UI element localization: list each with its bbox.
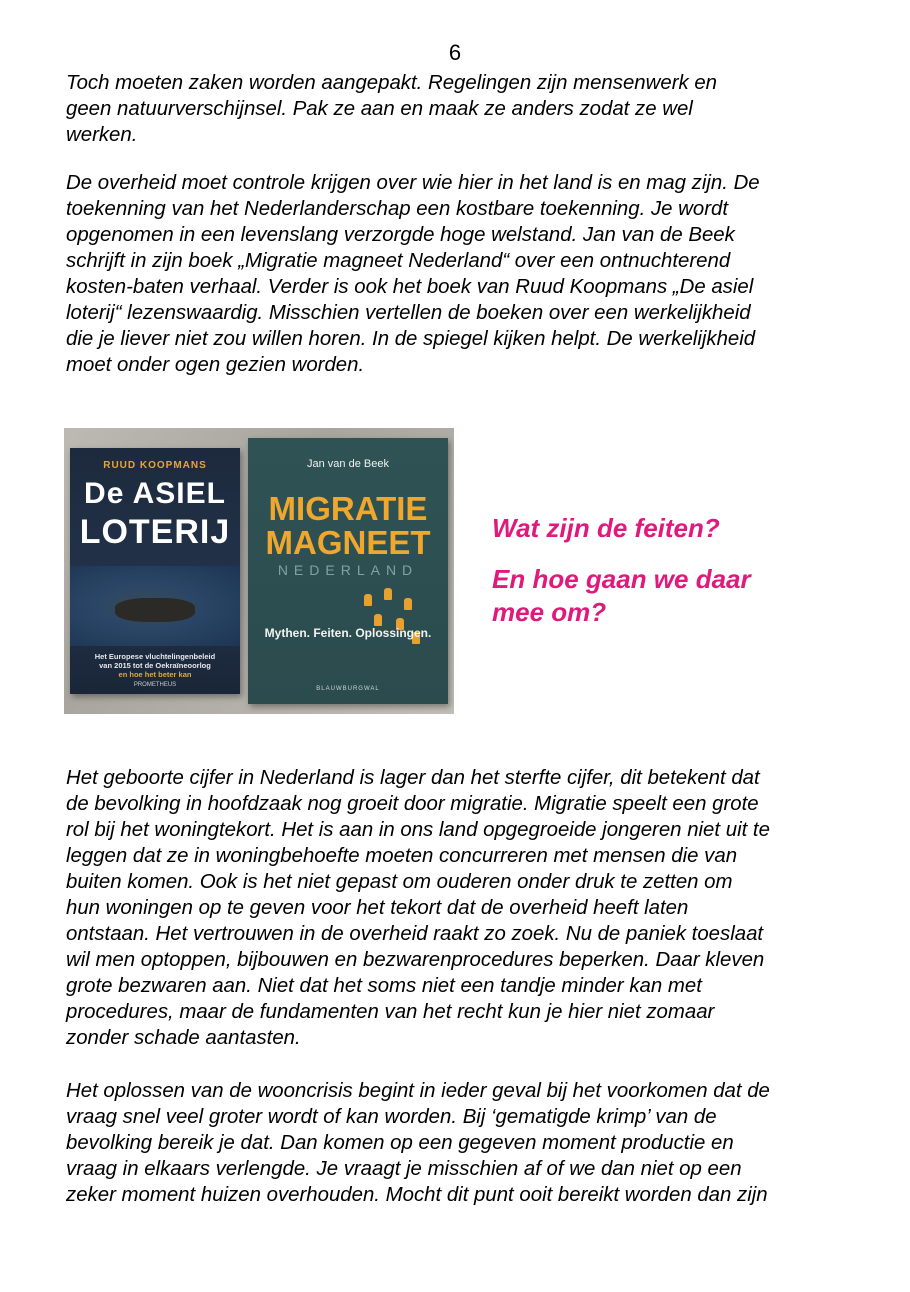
book-publisher: PROMETHEUS xyxy=(133,682,177,688)
text-line: Het oplossen van de wooncrisis begint in ieder geval bij het voorkomen dat de xyxy=(66,1080,770,1102)
text-line: leggen dat ze in woningbehoefte moeten concurreren met mensen die van xyxy=(66,845,738,867)
callout-line: En hoe gaan we daar xyxy=(492,564,751,594)
book-title: MIGRATIE xyxy=(268,490,428,527)
text-line: die je liever niet zou willen horen. In de spiegel kijken helpt. De werkelijkheid xyxy=(66,328,756,350)
callout-line: mee om? xyxy=(492,597,607,627)
text-line: ontstaan. Het vertrouwen in de overheid raakt zo zoek. Nu de paniek toeslaat xyxy=(66,923,764,945)
text-line: geen natuurverschijnsel. Pak ze aan en maak ze anders zodat ze wel xyxy=(66,98,693,120)
book-subtitle xyxy=(74,652,236,679)
book-subtitle: Mythen. Feiten. Oplossingen. xyxy=(264,626,432,640)
paragraph-2 xyxy=(66,170,866,378)
subtitle-line: en hoe het beter kan xyxy=(118,670,192,679)
text-line: buiten komen. Ook is het niet gepast om ouderen onder druk te zetten om xyxy=(66,871,733,893)
text-line: zeker moment huizen overhouden. Mocht dit punt ooit bereikt worden dan zijn xyxy=(66,1184,768,1206)
book-cover-asiel-loterij xyxy=(70,448,240,694)
subtitle-line: Het Europese vluchtelingenbeleid xyxy=(94,652,216,661)
book-author: RUUD KOOPMANS xyxy=(103,460,207,471)
page-number: 6 xyxy=(448,40,462,65)
paragraph-1 xyxy=(66,70,866,148)
book-title: NEDERLAND xyxy=(277,562,419,578)
paragraph-4 xyxy=(66,1078,866,1208)
text-line: toekenning van het Nederlanderschap een kostbare toekenning. Je wordt xyxy=(66,198,729,220)
book-title: LOTERIJ xyxy=(79,513,231,551)
text-line: Het geboorte cijfer in Nederland is lager dan het sterfte cijfer, dit betekent dat xyxy=(66,767,760,789)
book-title: MAGNEET xyxy=(265,524,431,561)
book-cover-migratie-magneet xyxy=(248,438,448,704)
text-line: grote bezwaren aan. Niet dat het soms niet een tandje minder kan met xyxy=(66,975,702,997)
text-line: vraag in elkaars verlengde. Je vraagt je misschien af of we dan niet op een xyxy=(66,1158,742,1180)
callout-question-2 xyxy=(492,563,872,629)
text-line: moet onder ogen gezien worden. xyxy=(66,354,365,376)
text-line: kosten-baten verhaal. Verder is ook het boek van Ruud Koopmans „De asiel xyxy=(66,276,754,298)
book-author: Jan van de Beek xyxy=(307,458,389,470)
text-line: werken. xyxy=(66,124,138,146)
books-photo xyxy=(64,428,454,714)
text-line: wil men optoppen, bijbouwen en bezwarenprocedures beperken. Daar kleven xyxy=(66,949,765,971)
text-line: vraag snel veel groter wordt of kan worden. Bij ‘gematigde krimp’ van de xyxy=(66,1106,717,1128)
subtitle-line: van 2015 tot de Oekraïneoorlog xyxy=(99,661,211,670)
text-line: bevolking bereik je dat. Dan komen op een gegeven moment productie en xyxy=(66,1132,734,1154)
book-title: De ASIEL xyxy=(84,477,226,510)
book-publisher: BLAUWBURGWAL xyxy=(316,686,380,692)
text-line: de bevolking in hoofdzaak nog groeit door migratie. Migratie speelt een grote xyxy=(66,793,759,815)
text-line: Toch moeten zaken worden aangepakt. Regelingen zijn mensenwerk en xyxy=(66,72,718,94)
text-line: rol bij het woningtekort. Het is aan in ons land opgegroeide jongeren niet uit te xyxy=(66,819,770,841)
text-line: loterij“ lezenswaardig. Misschien vertellen de boeken over een werkelijkheid xyxy=(66,302,751,324)
text-line: procedures, maar de fundamenten van het recht kun je hier niet zomaar xyxy=(66,1001,715,1023)
callout-question-1: Wat zijn de feiten? xyxy=(492,513,720,543)
boat-image xyxy=(115,598,195,622)
paragraph-3 xyxy=(66,765,866,1051)
text-line: hun woningen op te geven voor het tekort dat de overheid heeft laten xyxy=(66,897,689,919)
text-line: schrijft in zijn boek „Migratie magneet Nederland“ over een ontnuchterend xyxy=(66,250,731,272)
text-line: opgenomen in een levenslang verzorgde hoge welstand. Jan van de Beek xyxy=(66,224,735,246)
text-line: De overheid moet controle krijgen over wie hier in het land is en mag zijn. De xyxy=(66,172,760,194)
text-line: zonder schade aantasten. xyxy=(66,1027,301,1049)
